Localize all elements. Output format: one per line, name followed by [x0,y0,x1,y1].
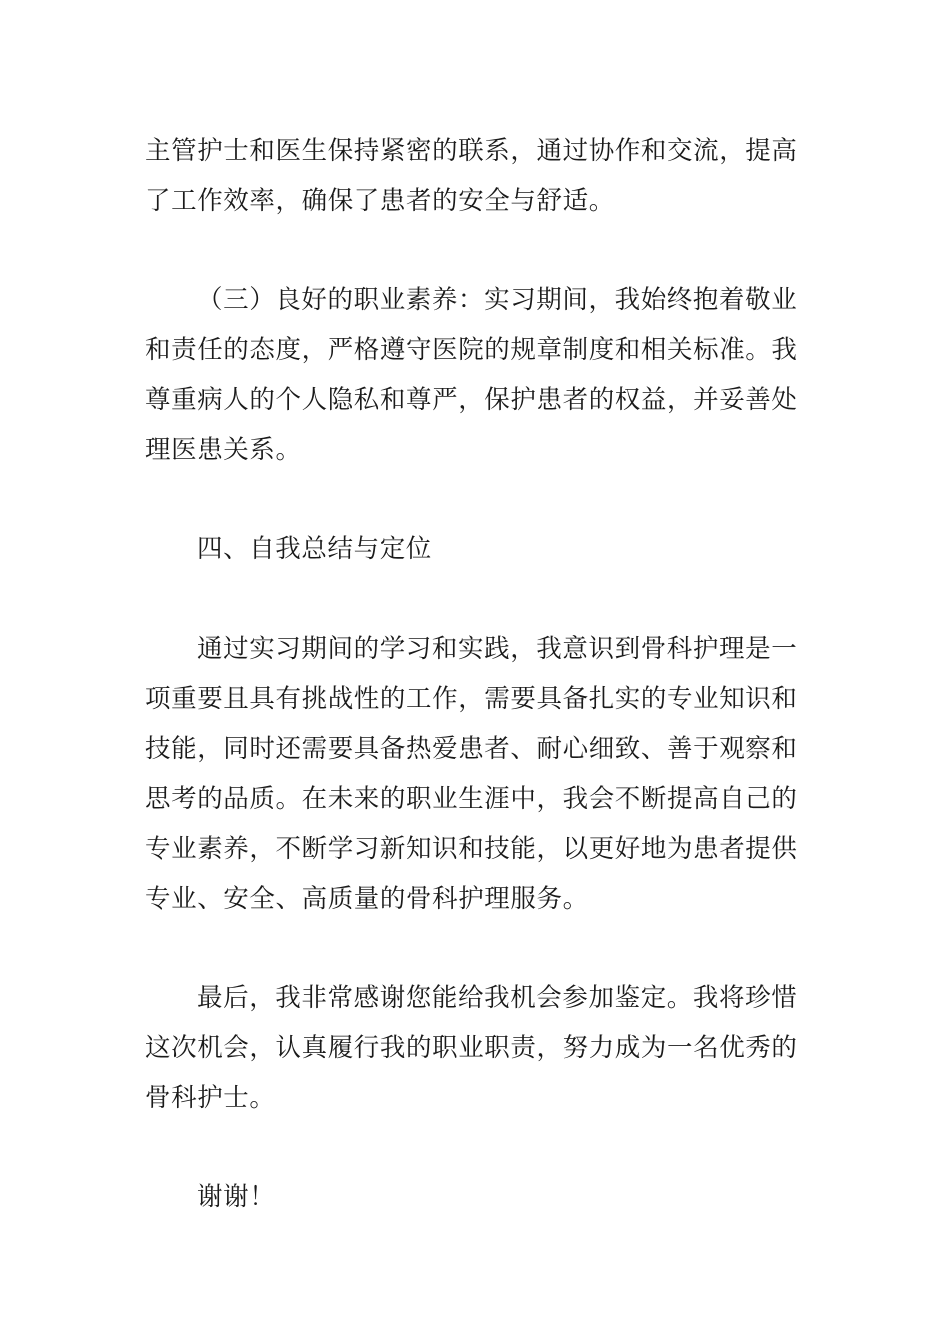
text-line: 主管护士和医生保持紧密的联系，通过协作和交流，提高 [145,136,798,166]
paragraph-professional-quality [145,275,815,475]
paragraph-self-summary [145,624,815,924]
paragraph-thank-you [145,1172,815,1222]
text-line: 理医患关系。 [145,435,302,465]
text-line: 通过实习期间的学习和实践，我意识到骨科护理是一 [197,634,798,664]
text-line: 骨科护士。 [145,1083,276,1113]
heading-text: 四、自我总结与定位 [197,534,432,564]
text-line: 最后，我非常感谢您能给我机会参加鉴定。我将珍惜 [197,983,798,1013]
text-line: 尊重病人的个人隐私和尊严，保护患者的权益，并妥善处 [145,385,798,415]
text-line: 技能，同时还需要具备热爱患者、耐心细致、善于观察和 [145,734,798,764]
text-line: 谢谢！ [197,1182,276,1212]
text-line: （三）良好的职业素养：实习期间，我始终抱着敬业 [197,285,798,315]
text-line: 思考的品质。在未来的职业生涯中，我会不断提高自己的 [145,784,798,814]
text-line: 专业、安全、高质量的骨科护理服务。 [145,884,589,914]
text-line: 专业素养，不断学习新知识和技能，以更好地为患者提供 [145,834,798,864]
paragraph-closing-thanks [145,973,815,1123]
section-heading [145,524,815,574]
text-line: 项重要且具有挑战性的工作，需要具备扎实的专业知识和 [145,684,798,714]
text-line: 了工作效率，确保了患者的安全与舒适。 [145,186,615,216]
text-line: 和责任的态度，严格遵守医院的规章制度和相关标准。我 [145,335,798,365]
text-line: 这次机会，认真履行我的职业职责，努力成为一名优秀的 [145,1033,798,1063]
paragraph-continuation [145,126,815,226]
